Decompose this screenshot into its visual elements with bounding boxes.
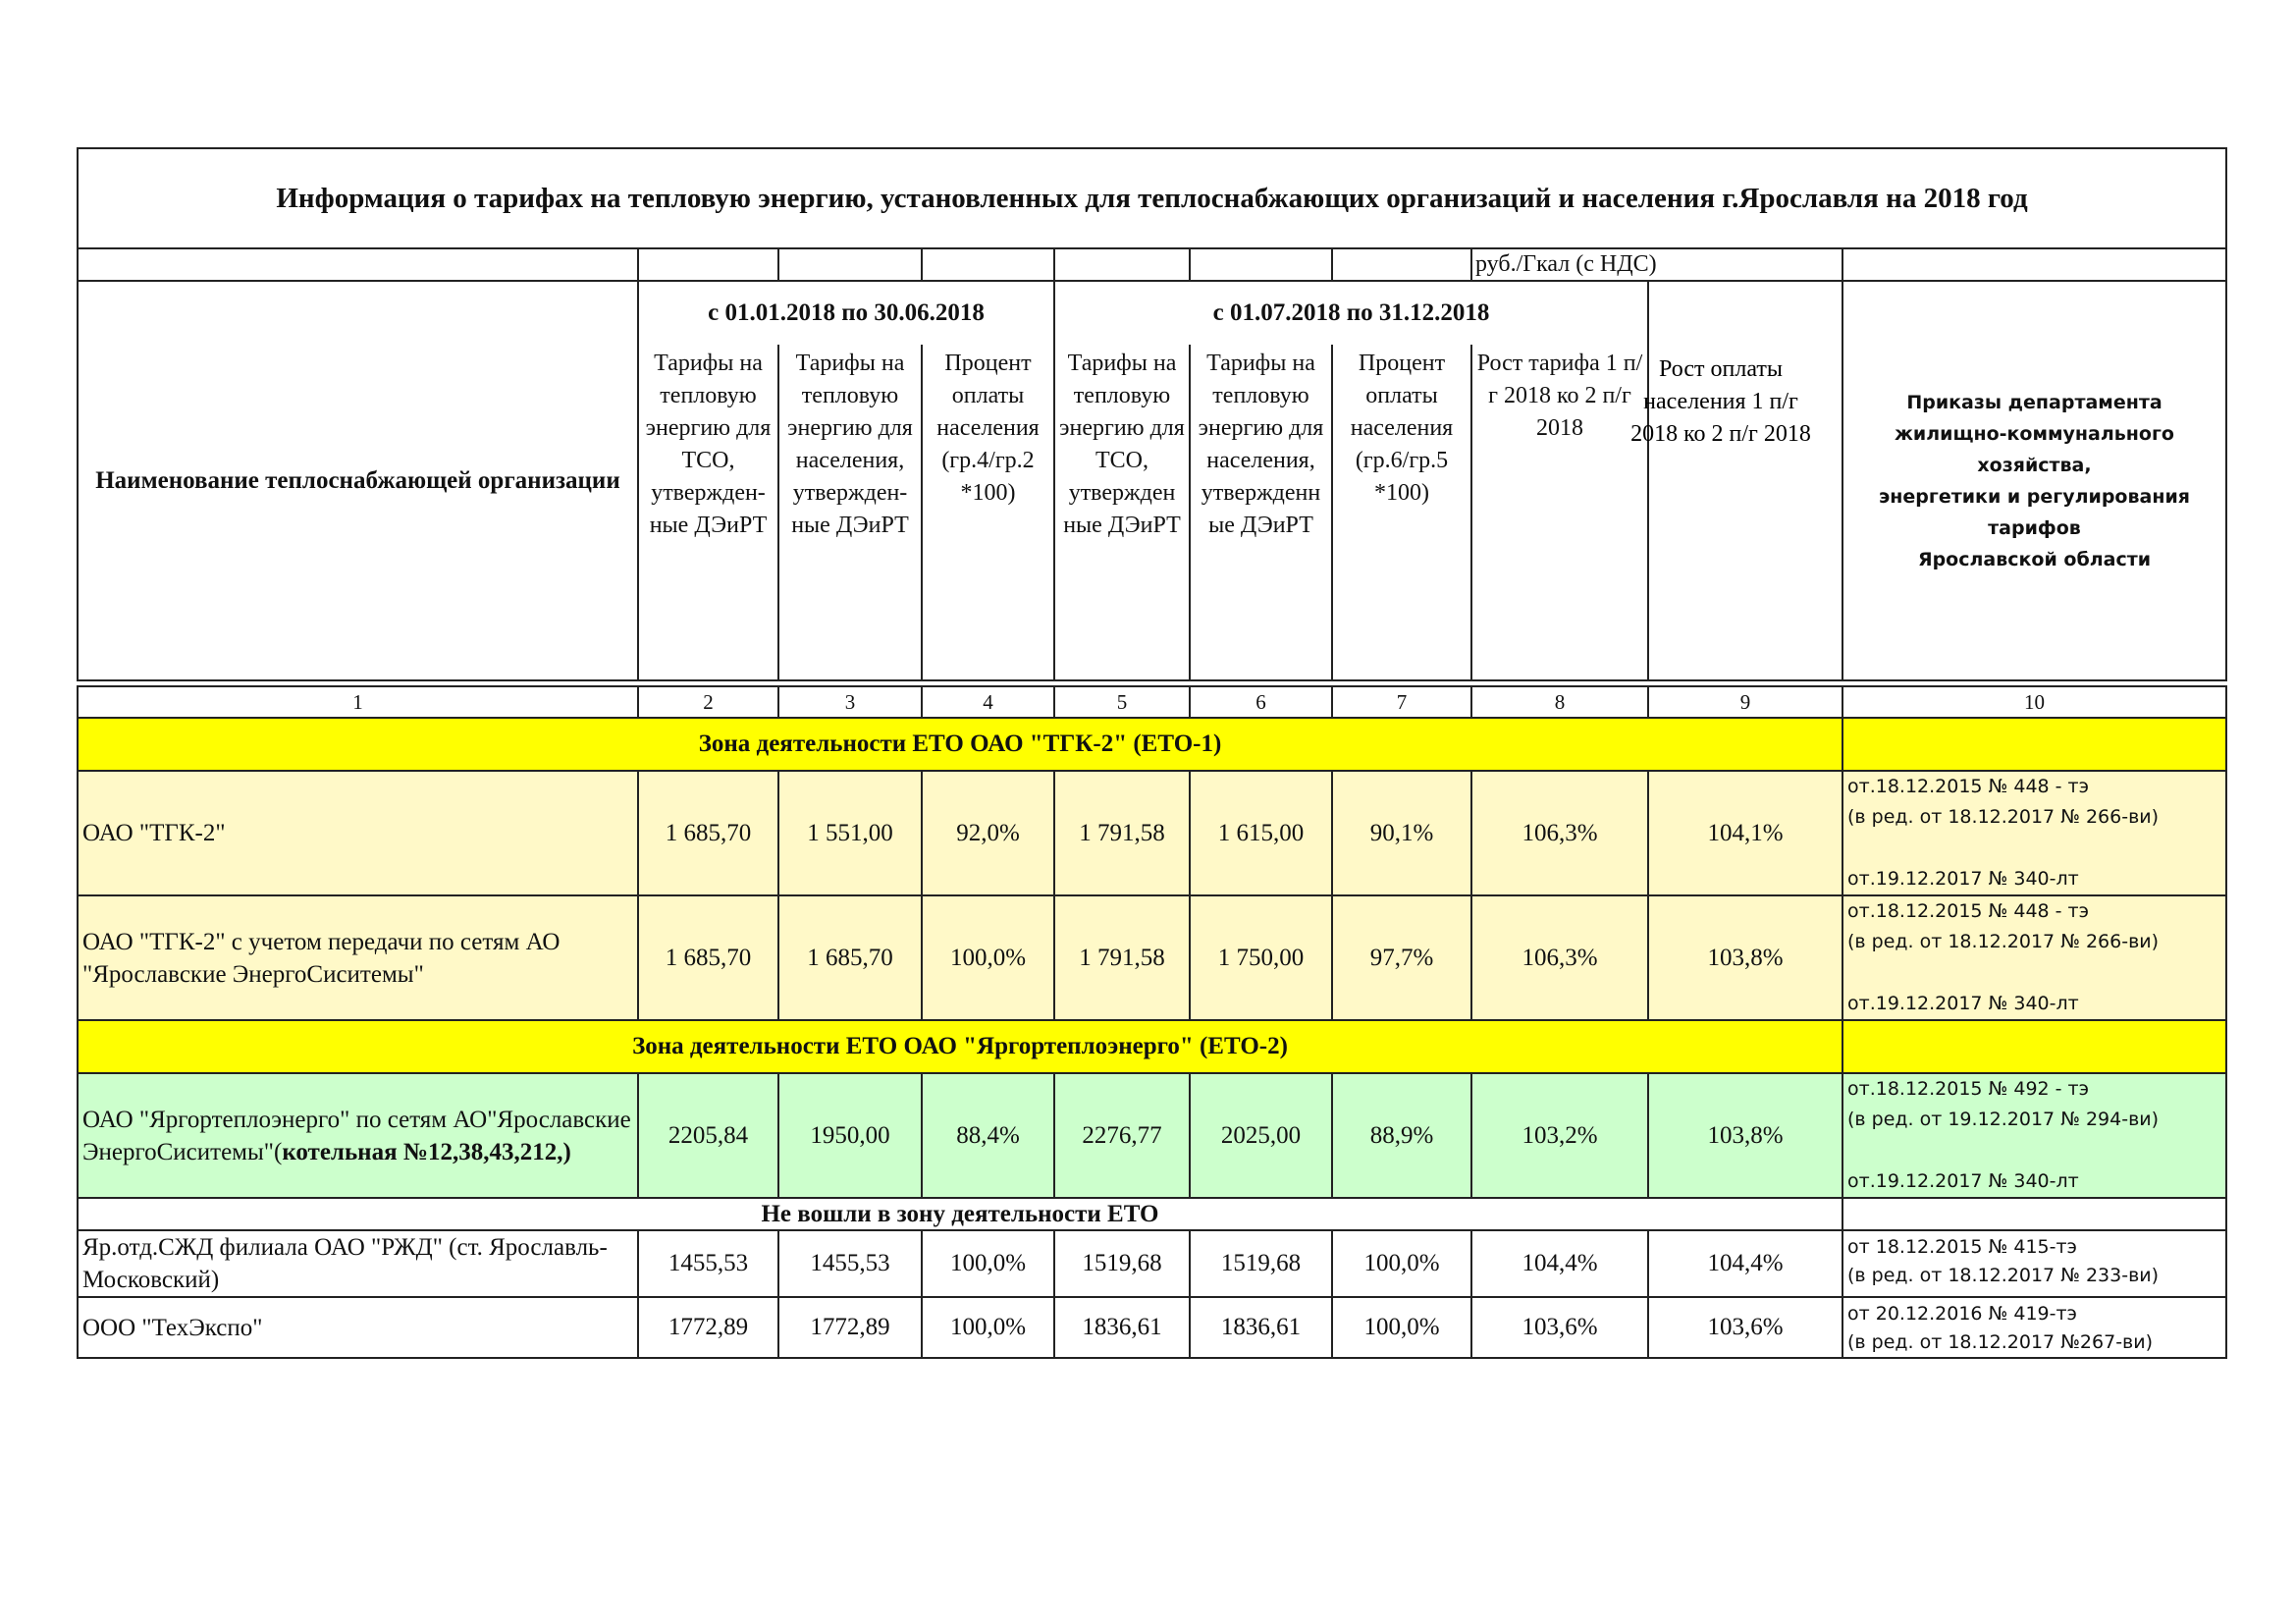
- header-orders: [1842, 281, 2226, 680]
- column-number: 5: [1054, 686, 1190, 718]
- zone-label: Зона деятельности ЕТО ОАО "ТГК-2" (ЕТО-1): [78, 718, 1842, 771]
- column-number: 8: [1471, 686, 1648, 718]
- header-pop-tariff-1: Тарифы на тепловую энергию для населения, утвержден-ные ДЭиРТ: [778, 345, 922, 680]
- value-cell: 103,8%: [1648, 1073, 1842, 1198]
- organization-name: ОАО "ТГК-2": [78, 771, 638, 895]
- period-first-half: с 01.01.2018 по 30.06.2018: [638, 281, 1054, 345]
- period-row: [78, 281, 2226, 345]
- value-cell: 103,6%: [1471, 1297, 1648, 1358]
- unit-note: руб./Гкал (с НДС): [1471, 248, 1842, 281]
- orders-head-line: Ярославской области: [1917, 548, 2152, 570]
- no-zone-row: [78, 1198, 2226, 1230]
- order-cell: [1842, 1297, 2226, 1358]
- orders-head-line: тарифов: [1988, 516, 2081, 539]
- column-number: 4: [922, 686, 1054, 718]
- order-line: от.19.12.2017 № 340-лт: [1847, 1170, 2079, 1192]
- orders-head-line: жилищно-коммунального: [1895, 422, 2174, 445]
- table-row: [78, 1297, 2226, 1358]
- value-cell: 104,1%: [1648, 771, 1842, 895]
- order-line: (в ред. от 18.12.2017 № 233-ви): [1847, 1265, 2160, 1286]
- table-row: [78, 1073, 2226, 1198]
- order-line: (в ред. от 18.12.2017 № 266-ви): [1847, 931, 2160, 952]
- table-row: [78, 1230, 2226, 1297]
- value-cell: 1772,89: [638, 1297, 778, 1358]
- value-cell: 90,1%: [1332, 771, 1471, 895]
- value-cell: 103,6%: [1648, 1297, 1842, 1358]
- organization-name: ООО "ТехЭкспо": [78, 1297, 638, 1358]
- value-cell: 1455,53: [778, 1230, 922, 1297]
- column-number: 3: [778, 686, 922, 718]
- value-cell: 1 791,58: [1054, 895, 1190, 1020]
- order-cell: [1842, 895, 2226, 1020]
- header-tso-tariff-1: Тарифы на тепловую энергию для ТСО, утвержден-ные ДЭиРТ: [638, 345, 778, 680]
- value-cell: 1836,61: [1054, 1297, 1190, 1358]
- zone-row-eto2: [78, 1020, 2226, 1073]
- value-cell: 88,4%: [922, 1073, 1054, 1198]
- value-cell: 1519,68: [1054, 1230, 1190, 1297]
- value-cell: 1 791,58: [1054, 771, 1190, 895]
- header-tso-tariff-2: Тарифы на тепловую энергию для ТСО, утвержден ные ДЭиРТ: [1054, 345, 1190, 680]
- organization-name: Яр.отд.СЖД филиала ОАО "РЖД" (ст. Ярославль-Московский): [78, 1230, 638, 1297]
- order-line: от.18.12.2015 № 492 - тэ: [1847, 1078, 2090, 1100]
- organization-name: ОАО "ТГК-2" с учетом передачи по сетям АО "Ярославские ЭнергоСиситемы": [78, 895, 638, 1020]
- organization-name: [78, 1073, 638, 1198]
- order-cell: [1842, 1073, 2226, 1198]
- organization-name-text: ОАО "Яргортеплоэнерго" по сетям АО"Ярославские ЭнергоСиситемы"(: [82, 1106, 631, 1165]
- order-line: (в ред. от 19.12.2017 № 294-ви): [1847, 1109, 2160, 1130]
- value-cell: 100,0%: [922, 895, 1054, 1020]
- header-growth-tariff: Рост тарифа 1 п/г 2018 ко 2 п/г 2018: [1471, 345, 1648, 680]
- column-number: 2: [638, 686, 778, 718]
- value-cell: 97,7%: [1332, 895, 1471, 1020]
- value-cell: 1 551,00: [778, 771, 922, 895]
- header-pct-1: Процент оплаты населения (гр.4/гр.2 *100): [922, 345, 1054, 680]
- order-line: от.18.12.2015 № 448 - тэ: [1847, 900, 2090, 922]
- value-cell: 1772,89: [778, 1297, 922, 1358]
- order-line: от.19.12.2017 № 340-лт: [1847, 993, 2079, 1014]
- title-row: [78, 148, 2226, 248]
- value-cell: 2025,00: [1190, 1073, 1332, 1198]
- order-cell: [1842, 1230, 2226, 1297]
- header-organization-name: Наименование теплоснабжающей организации: [78, 281, 638, 680]
- value-cell: 92,0%: [922, 771, 1054, 895]
- value-cell: 106,3%: [1471, 771, 1648, 895]
- header-pop-tariff-2: Тарифы на тепловую энергию для населения, утвержденн ые ДЭиРТ: [1190, 345, 1332, 680]
- column-number: 1: [78, 686, 638, 718]
- period-second-half: с 01.07.2018 по 31.12.2018: [1054, 281, 1648, 345]
- order-line: (в ред. от 18.12.2017 № 266-ви): [1847, 806, 2160, 828]
- order-line: от 18.12.2015 № 415-тэ: [1847, 1236, 2077, 1258]
- value-cell: 1 750,00: [1190, 895, 1332, 1020]
- zone-label: Зона деятельности ЕТО ОАО "Яргортеплоэнерго" (ЕТО-2): [78, 1020, 1842, 1073]
- value-cell: 1 685,70: [778, 895, 922, 1020]
- orders-head-line: Приказы департамента: [1906, 391, 2163, 413]
- order-line: от.18.12.2015 № 448 - тэ: [1847, 776, 2090, 797]
- value-cell: 1836,61: [1190, 1297, 1332, 1358]
- value-cell: 1 685,70: [638, 771, 778, 895]
- tariff-table-body: [77, 685, 2227, 1359]
- value-cell: 104,4%: [1471, 1230, 1648, 1297]
- value-cell: 100,0%: [1332, 1297, 1471, 1358]
- table-row: [78, 771, 2226, 895]
- value-cell: 2205,84: [638, 1073, 778, 1198]
- no-zone-label: Не вошли в зону деятельности ЕТО: [78, 1198, 1842, 1230]
- orders-head-line: энергетики и регулирования: [1879, 485, 2190, 508]
- value-cell: 1950,00: [778, 1073, 922, 1198]
- value-cell: 2276,77: [1054, 1073, 1190, 1198]
- order-line: от.19.12.2017 № 340-лт: [1847, 868, 2079, 890]
- organization-name-boiler: котельная №12,38,43,212,): [282, 1138, 571, 1165]
- value-cell: 1 685,70: [638, 895, 778, 1020]
- header-pct-2: Процент оплаты населения (гр.6/гр.5 *100): [1332, 345, 1471, 680]
- unit-row: [78, 248, 2226, 281]
- value-cell: 88,9%: [1332, 1073, 1471, 1198]
- value-cell: 100,0%: [1332, 1230, 1471, 1297]
- value-cell: 104,4%: [1648, 1230, 1842, 1297]
- value-cell: 1 615,00: [1190, 771, 1332, 895]
- value-cell: 103,8%: [1648, 895, 1842, 1020]
- column-number: 9: [1648, 686, 1842, 718]
- page-title: Информация о тарифах на тепловую энергию, установленных для теплоснабжающих организаций и населения г.Ярославля на 2018 год: [78, 148, 2226, 248]
- value-cell: 100,0%: [922, 1230, 1054, 1297]
- order-cell: [1842, 771, 2226, 895]
- table-row: [78, 895, 2226, 1020]
- order-line: от 20.12.2016 № 419-тэ: [1847, 1303, 2077, 1325]
- value-cell: 106,3%: [1471, 895, 1648, 1020]
- value-cell: 100,0%: [922, 1297, 1054, 1358]
- tariff-table: [77, 147, 2227, 681]
- value-cell: 1519,68: [1190, 1230, 1332, 1297]
- order-line: (в ред. от 18.12.2017 №267-ви): [1847, 1331, 2154, 1353]
- value-cell: 103,2%: [1471, 1073, 1648, 1198]
- column-number-row: [78, 686, 2226, 718]
- value-cell: 1455,53: [638, 1230, 778, 1297]
- header-growth-pay: Рост оплаты населения 1 п/г 2018 ко 2 п/г 2018: [1630, 356, 1811, 447]
- orders-head-line: хозяйства,: [1977, 454, 2092, 476]
- column-number: 10: [1842, 686, 2226, 718]
- column-number: 6: [1190, 686, 1332, 718]
- zone-row-eto1: [78, 718, 2226, 771]
- column-number: 7: [1332, 686, 1471, 718]
